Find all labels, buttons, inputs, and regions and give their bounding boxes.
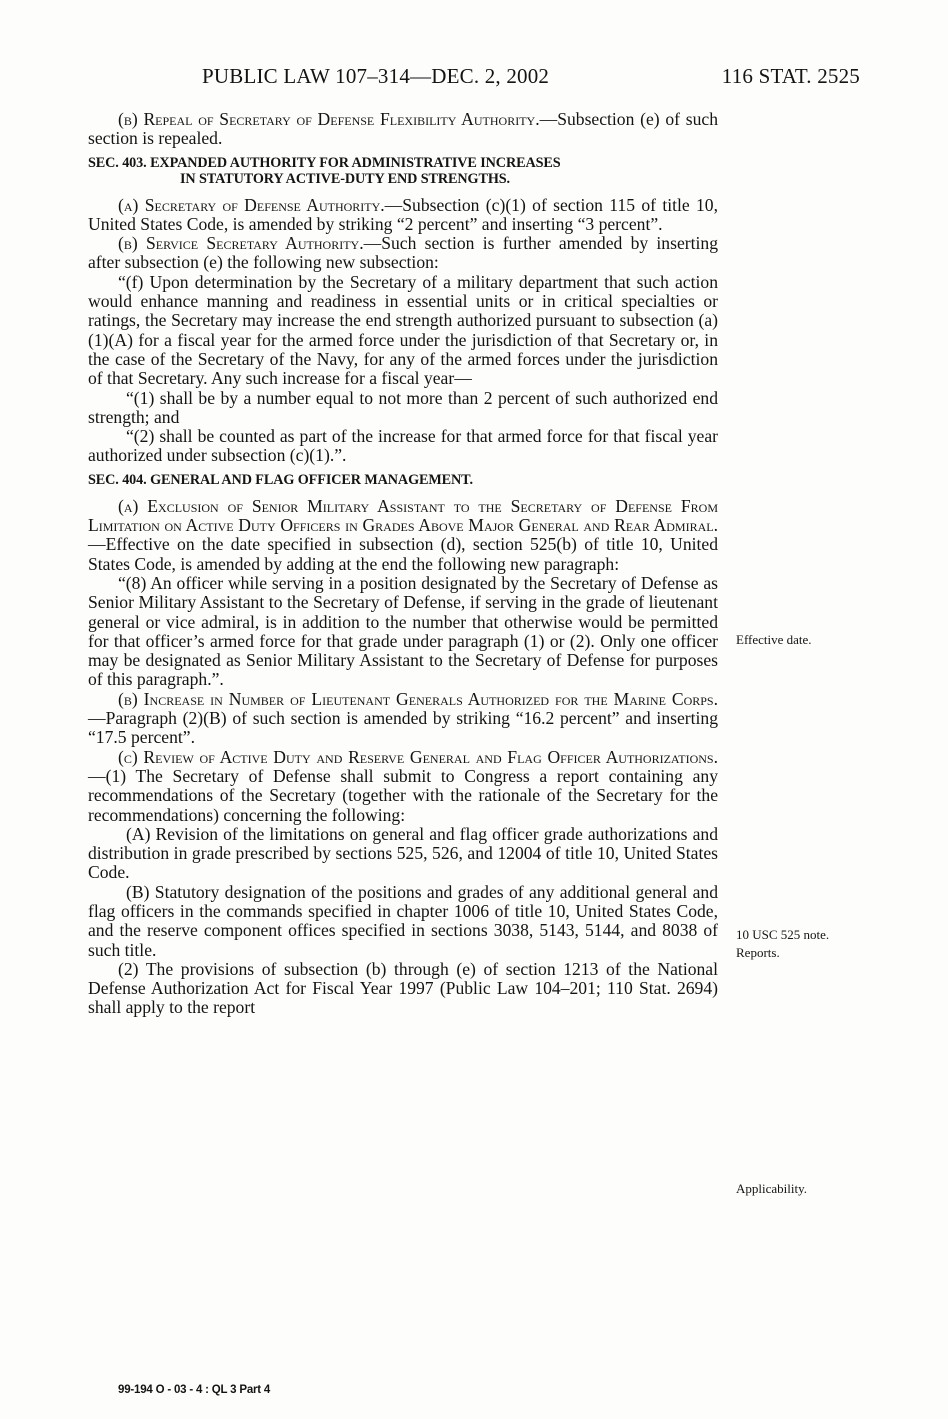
paragraph-heading: (b) Increase in Number of Lieutenant Generals Authorized for the Marine Corps. bbox=[118, 688, 718, 709]
law-text bbox=[88, 110, 718, 1018]
paragraph-404c bbox=[88, 748, 718, 825]
paragraph-heading: (b) Repeal of Secretary of Defense Flexibility Authority. bbox=[118, 109, 540, 129]
paragraph-404a bbox=[88, 497, 718, 574]
paragraph-heading: (a) Secretary of Defense Authority. bbox=[118, 194, 385, 215]
section-heading-line: IN STATUTORY ACTIVE-DUTY END STRENGTHS. bbox=[180, 170, 510, 187]
paragraph-403b bbox=[88, 234, 718, 273]
paragraph-404a-8: “(8) An officer while serving in a position designated by the Secretary of Defense as Senior Military Assistant to the Secretary of Defense, if serving in the grade of lieutenant general or vice admiral, is in addition to the number that otherwise would be permitted for that officer’s armed force for that grade under paragraph (1) or (2). Only one officer may be designated as Senior Military Assistant to the Secretary of Defense for purposes of this paragraph.”. bbox=[88, 572, 718, 690]
running-header bbox=[88, 64, 860, 90]
paragraph-403f-2: “(2) shall be counted as part of the increase for that armed force for that fiscal year authorized under subsection (c)(1).”. bbox=[88, 426, 718, 466]
paragraph-text: —Subsection (c)(1) of section 115 of title 10, United States Code, is amended by striking “2 percent” and inserting “3 percent”. bbox=[88, 194, 718, 234]
paragraph-heading: (c) Review of Active Duty and Reserve General and Flag Officer Authorizations. bbox=[118, 746, 718, 767]
print-job-footer: 99-194 O - 03 - 4 : QL 3 Part 4 bbox=[118, 1384, 271, 1396]
paragraph-text: —Such section is further amended by inserting after subsection (e) the following new subsection: bbox=[88, 233, 718, 273]
header-stat-page: 116 STAT. 2525 bbox=[721, 64, 860, 88]
margin-note-reports: Reports. bbox=[736, 945, 780, 960]
paragraph-text: —(1) The Secretary of Defense shall submit to Congress a report containing any recommendations of the Secretary (together with the rationale of the Secretary for the recommendations) concerning the following: bbox=[88, 765, 718, 825]
section-404-heading: SEC. 404. GENERAL AND FLAG OFFICER MANAGEMENT. bbox=[88, 471, 473, 488]
paragraph-403f-1: “(1) shall be by a number equal to not more than 2 percent of such authorized end strength; and bbox=[88, 387, 718, 427]
paragraph-404c-2: (2) The provisions of subsection (b) through (e) of section 1213 of the National Defense Authorization Act for Fiscal Year 1997 (Public Law 104–201; 110 Stat. 2694) shall apply to the report bbox=[88, 958, 718, 1018]
paragraph-heading: (a) Exclusion of Senior Military Assistant to the Secretary of Defense From Limitation on Active Duty Officers in Grades Above Major General and Rear Admiral. bbox=[88, 495, 718, 536]
paragraph-403a bbox=[88, 196, 718, 235]
section-heading-line: SEC. 403. EXPANDED AUTHORITY FOR ADMINISTRATIVE INCREASES bbox=[88, 154, 561, 171]
paragraph-text: —Subsection (e) of such section is repealed. bbox=[88, 109, 718, 149]
margin-note-effective-date: Effective date. bbox=[736, 632, 812, 647]
margin-note-usc: 10 USC 525 note. bbox=[736, 927, 830, 942]
paragraph-404c-A: (A) Revision of the limitations on general and flag officer grade authorizations and distribution in grade prescribed by sections 525, 526, and 12004 of title 10, United States Code. bbox=[88, 823, 718, 883]
paragraph-text: —Paragraph (2)(B) of such section is amended by striking “16.2 percent” and inserting “17.5 percent”. bbox=[88, 708, 718, 748]
paragraph-text: —Effective on the date specified in subsection (d), section 525(b) of title 10, United States Code, is amended by adding at the end the following new paragraph: bbox=[88, 534, 718, 574]
paragraph-402b bbox=[88, 110, 718, 149]
section-403-heading bbox=[88, 155, 718, 187]
paragraph-404c-B: (B) Statutory designation of the positions and grades of any additional general and flag officers in the commands specified in chapter 1006 of title 10, United States Code, and the reserve component offices specified in sections 3038, 5143, 5144, and 8038 of such title. bbox=[88, 881, 718, 960]
paragraph-403f: “(f) Upon determination by the Secretary of a military department that such action would enhance manning and readiness in essential units or in critical specialties or ratings, the Secretary may increase the end strength authorized pursuant to subsection (a)(1)(A) for a fiscal year for the armed force under the jurisdiction of that Secretary or, in the case of the Secretary of the Navy, for any of the armed forces under the jurisdiction of that Secretary. Any such increase for a fiscal year— bbox=[88, 271, 718, 389]
paragraph-404b bbox=[88, 690, 718, 748]
margin-note-applicability: Applicability. bbox=[736, 1181, 808, 1196]
header-law-citation: PUBLIC LAW 107–314—DEC. 2, 2002 bbox=[202, 64, 550, 88]
paragraph-heading: (b) Service Secretary Authority. bbox=[118, 233, 364, 254]
